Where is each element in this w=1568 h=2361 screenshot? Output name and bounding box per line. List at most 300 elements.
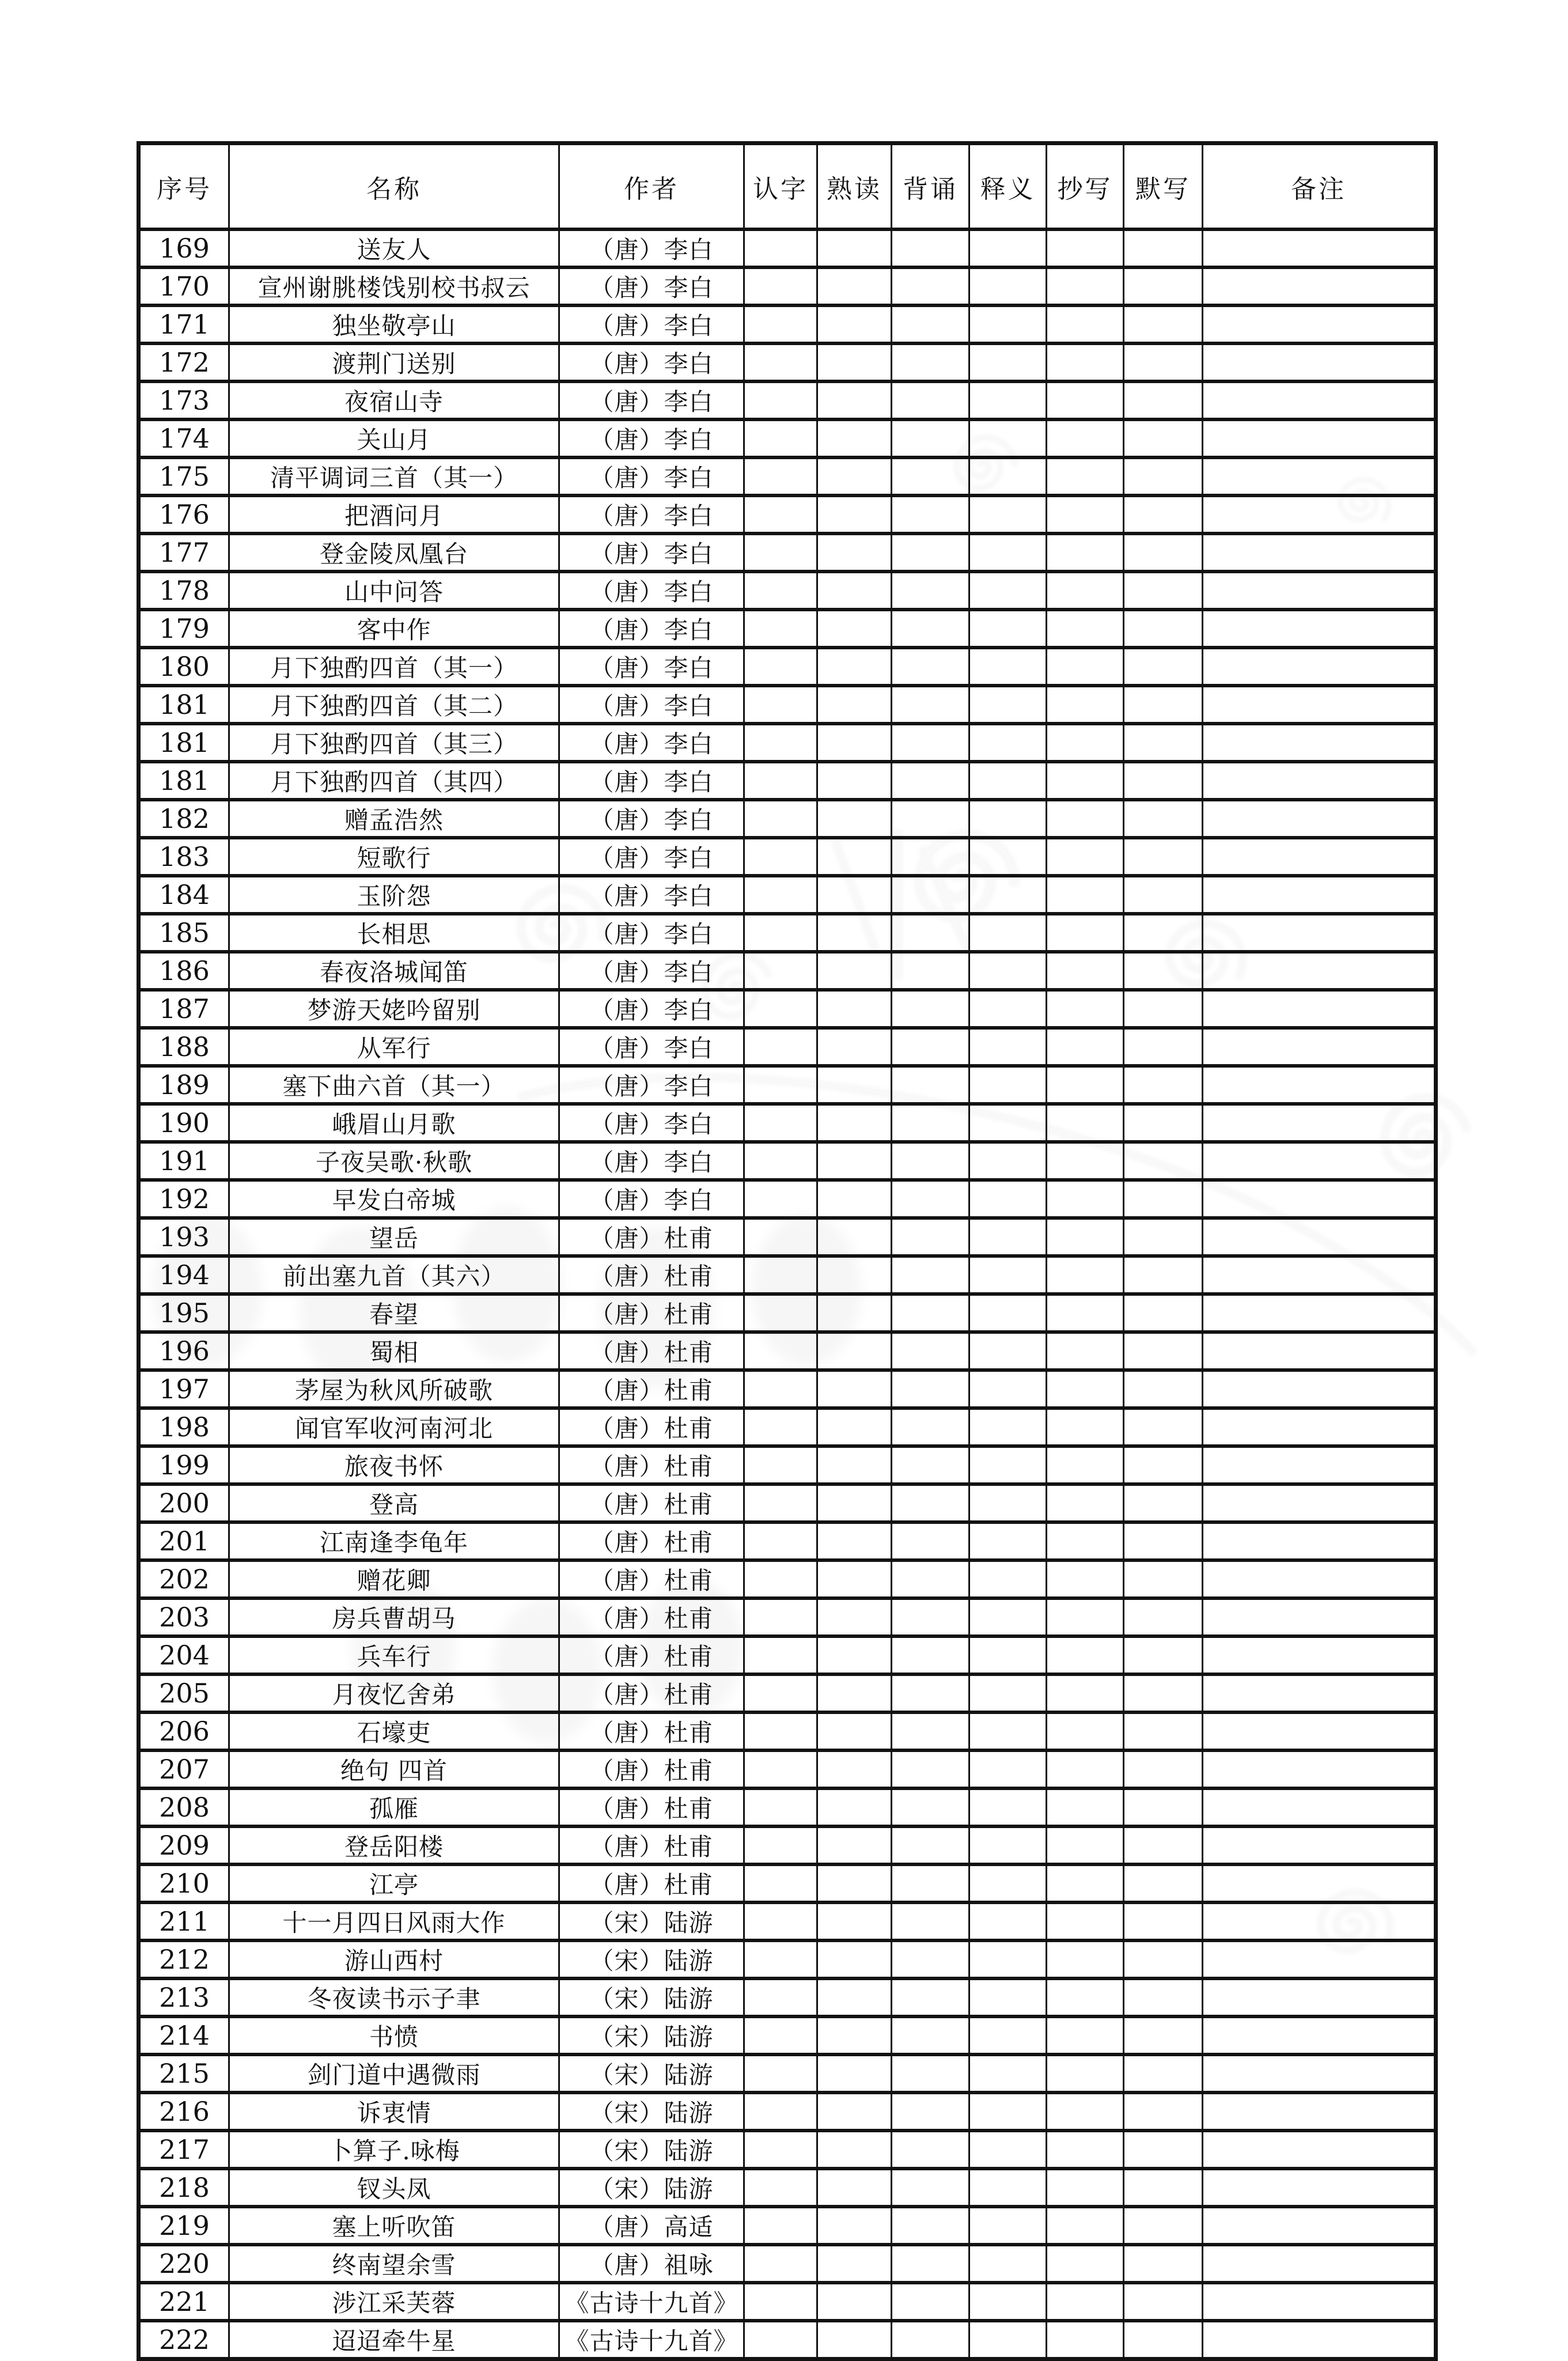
cell-beisong [892, 381, 969, 419]
cell-moxie [1124, 1484, 1203, 1522]
cell-title: 渡荆门送别 [229, 343, 559, 381]
cell-remarks [1203, 1864, 1436, 1902]
cell-remarks [1203, 419, 1436, 457]
cell-author: （唐）李白 [559, 952, 744, 990]
table-row [139, 1940, 1436, 1978]
cell-beisong [892, 686, 969, 724]
cell-renzi [744, 1560, 817, 1598]
cell-title: 涉江采芙蓉 [229, 2283, 559, 2321]
table-row [139, 1446, 1436, 1484]
table-row [139, 648, 1436, 686]
cell-beisong [892, 1902, 969, 1940]
cell-moxie [1124, 1864, 1203, 1902]
cell-author: （唐）李白 [559, 800, 744, 838]
cell-title: 塞上听吹笛 [229, 2207, 559, 2245]
cell-shiyi [969, 1902, 1047, 1940]
table-row [139, 1788, 1436, 1826]
cell-renzi [744, 914, 817, 952]
cell-beisong [892, 1104, 969, 1142]
cell-shudu [817, 762, 892, 800]
cell-chaoxie [1047, 1104, 1124, 1142]
cell-shudu [817, 1674, 892, 1712]
cell-chaoxie [1047, 838, 1124, 876]
cell-moxie [1124, 1142, 1203, 1180]
cell-shiyi [969, 1408, 1047, 1446]
cell-remarks [1203, 1522, 1436, 1560]
cell-title: 终南望余雪 [229, 2245, 559, 2283]
cell-index: 222 [139, 2321, 229, 2359]
table-row [139, 1864, 1436, 1902]
cell-moxie [1124, 1598, 1203, 1636]
cell-shiyi [969, 1066, 1047, 1104]
cell-shiyi [969, 800, 1047, 838]
cell-shiyi [969, 1484, 1047, 1522]
cell-index: 172 [139, 343, 229, 381]
cell-index: 210 [139, 1864, 229, 1902]
cell-remarks [1203, 2093, 1436, 2131]
cell-beisong [892, 990, 969, 1028]
cell-index: 190 [139, 1104, 229, 1142]
cell-author: （唐）李白 [559, 1104, 744, 1142]
cell-title: 峨眉山月歌 [229, 1104, 559, 1142]
cell-index: 194 [139, 1256, 229, 1294]
cell-chaoxie [1047, 1750, 1124, 1788]
cell-remarks [1203, 952, 1436, 990]
cell-moxie [1124, 572, 1203, 610]
cell-shiyi [969, 2016, 1047, 2054]
cell-renzi [744, 419, 817, 457]
cell-title: 春望 [229, 1294, 559, 1332]
cell-chaoxie [1047, 1256, 1124, 1294]
cell-author: （唐）李白 [559, 572, 744, 610]
cell-moxie [1124, 2283, 1203, 2321]
cell-title: 前出塞九首（其六） [229, 1256, 559, 1294]
table-row [139, 1674, 1436, 1712]
cell-title: 月下独酌四首（其四） [229, 762, 559, 800]
cell-remarks [1203, 1180, 1436, 1218]
cell-beisong [892, 1826, 969, 1864]
table-row [139, 1750, 1436, 1788]
table-row [139, 876, 1436, 914]
cell-remarks [1203, 2283, 1436, 2321]
cell-chaoxie [1047, 990, 1124, 1028]
cell-beisong [892, 2245, 969, 2283]
cell-shiyi [969, 1712, 1047, 1750]
cell-title: 赠孟浩然 [229, 800, 559, 838]
cell-renzi [744, 495, 817, 534]
cell-chaoxie [1047, 686, 1124, 724]
cell-beisong [892, 2283, 969, 2321]
cell-shiyi [969, 1826, 1047, 1864]
cell-index: 181 [139, 762, 229, 800]
cell-author: （唐）杜甫 [559, 1750, 744, 1788]
cell-title: 兵车行 [229, 1636, 559, 1674]
cell-shiyi [969, 2321, 1047, 2359]
table-row [139, 534, 1436, 572]
cell-moxie [1124, 457, 1203, 495]
cell-renzi [744, 1332, 817, 1370]
cell-title: 玉阶怨 [229, 876, 559, 914]
cell-renzi [744, 381, 817, 419]
table-row [139, 229, 1436, 267]
cell-beisong [892, 1940, 969, 1978]
cell-title: 蜀相 [229, 1332, 559, 1370]
cell-title: 书愤 [229, 2016, 559, 2054]
cell-shudu [817, 1750, 892, 1788]
cell-beisong [892, 229, 969, 267]
cell-index: 214 [139, 2016, 229, 2054]
cell-moxie [1124, 838, 1203, 876]
cell-shudu [817, 1446, 892, 1484]
cell-remarks [1203, 1788, 1436, 1826]
cell-renzi [744, 876, 817, 914]
header-row [139, 143, 1436, 230]
cell-title: 房兵曹胡马 [229, 1598, 559, 1636]
cell-renzi [744, 1788, 817, 1826]
column-header-remarks: 备注 [1203, 143, 1436, 230]
cell-remarks [1203, 610, 1436, 648]
cell-moxie [1124, 876, 1203, 914]
table-body [139, 229, 1436, 2359]
poem-checklist-table [137, 141, 1438, 2361]
cell-beisong [892, 2321, 969, 2359]
cell-moxie [1124, 762, 1203, 800]
cell-beisong [892, 1864, 969, 1902]
table-row [139, 2054, 1436, 2093]
cell-author: （唐）杜甫 [559, 1674, 744, 1712]
cell-moxie [1124, 1940, 1203, 1978]
cell-chaoxie [1047, 648, 1124, 686]
cell-moxie [1124, 2016, 1203, 2054]
cell-title: 月下独酌四首（其三） [229, 724, 559, 762]
cell-author: （唐）李白 [559, 724, 744, 762]
cell-renzi [744, 838, 817, 876]
cell-title: 登金陵凤凰台 [229, 534, 559, 572]
cell-remarks [1203, 1294, 1436, 1332]
cell-remarks [1203, 1484, 1436, 1522]
cell-title: 子夜吴歌·秋歌 [229, 1142, 559, 1180]
cell-renzi [744, 990, 817, 1028]
cell-author: （宋）陆游 [559, 1940, 744, 1978]
cell-renzi [744, 2207, 817, 2245]
cell-moxie [1124, 1104, 1203, 1142]
cell-chaoxie [1047, 1180, 1124, 1218]
cell-remarks [1203, 990, 1436, 1028]
cell-title: 石壕吏 [229, 1712, 559, 1750]
cell-index: 217 [139, 2131, 229, 2169]
cell-renzi [744, 1028, 817, 1066]
cell-beisong [892, 267, 969, 305]
cell-author: （唐）李白 [559, 229, 744, 267]
cell-shudu [817, 2131, 892, 2169]
cell-index: 220 [139, 2245, 229, 2283]
cell-renzi [744, 952, 817, 990]
cell-author: （唐）杜甫 [559, 1332, 744, 1370]
cell-chaoxie [1047, 534, 1124, 572]
cell-moxie [1124, 2321, 1203, 2359]
cell-chaoxie [1047, 1788, 1124, 1826]
column-header-renzi: 认字 [744, 143, 817, 230]
cell-beisong [892, 1598, 969, 1636]
cell-shudu [817, 305, 892, 343]
cell-moxie [1124, 1294, 1203, 1332]
cell-shiyi [969, 1940, 1047, 1978]
cell-shudu [817, 914, 892, 952]
cell-chaoxie [1047, 1636, 1124, 1674]
cell-author: （唐）杜甫 [559, 1712, 744, 1750]
cell-beisong [892, 1712, 969, 1750]
cell-chaoxie [1047, 1978, 1124, 2016]
cell-renzi [744, 724, 817, 762]
cell-moxie [1124, 1750, 1203, 1788]
cell-chaoxie [1047, 1408, 1124, 1446]
cell-title: 梦游天姥吟留别 [229, 990, 559, 1028]
cell-shiyi [969, 1218, 1047, 1256]
cell-renzi [744, 229, 817, 267]
cell-chaoxie [1047, 305, 1124, 343]
cell-index: 219 [139, 2207, 229, 2245]
cell-remarks [1203, 838, 1436, 876]
cell-remarks [1203, 1598, 1436, 1636]
cell-chaoxie [1047, 914, 1124, 952]
cell-chaoxie [1047, 1370, 1124, 1408]
cell-renzi [744, 1142, 817, 1180]
cell-moxie [1124, 1028, 1203, 1066]
cell-title: 冬夜读书示子聿 [229, 1978, 559, 2016]
cell-renzi [744, 457, 817, 495]
cell-shudu [817, 229, 892, 267]
cell-remarks [1203, 1978, 1436, 2016]
table-row [139, 1332, 1436, 1370]
cell-title: 登高 [229, 1484, 559, 1522]
cell-shiyi [969, 1788, 1047, 1826]
cell-moxie [1124, 229, 1203, 267]
table-row [139, 1902, 1436, 1940]
cell-index: 197 [139, 1370, 229, 1408]
cell-index: 202 [139, 1560, 229, 1598]
table-row [139, 914, 1436, 952]
table-row [139, 1598, 1436, 1636]
cell-shudu [817, 2093, 892, 2131]
cell-author: （唐）李白 [559, 419, 744, 457]
cell-shiyi [969, 2169, 1047, 2207]
cell-beisong [892, 2093, 969, 2131]
cell-chaoxie [1047, 2207, 1124, 2245]
cell-title: 卜算子.咏梅 [229, 2131, 559, 2169]
cell-shiyi [969, 2207, 1047, 2245]
cell-remarks [1203, 229, 1436, 267]
cell-shiyi [969, 534, 1047, 572]
cell-index: 174 [139, 419, 229, 457]
cell-shudu [817, 1294, 892, 1332]
cell-beisong [892, 1446, 969, 1484]
cell-shiyi [969, 1522, 1047, 1560]
table-row [139, 1142, 1436, 1180]
cell-moxie [1124, 1446, 1203, 1484]
table-row [139, 2245, 1436, 2283]
cell-remarks [1203, 1750, 1436, 1788]
cell-chaoxie [1047, 1294, 1124, 1332]
cell-shudu [817, 1940, 892, 1978]
cell-remarks [1203, 2207, 1436, 2245]
cell-author: （唐）高适 [559, 2207, 744, 2245]
cell-remarks [1203, 1142, 1436, 1180]
cell-remarks [1203, 724, 1436, 762]
cell-shudu [817, 1332, 892, 1370]
cell-renzi [744, 2169, 817, 2207]
cell-renzi [744, 2131, 817, 2169]
cell-shiyi [969, 229, 1047, 267]
cell-chaoxie [1047, 1674, 1124, 1712]
cell-moxie [1124, 534, 1203, 572]
cell-chaoxie [1047, 419, 1124, 457]
cell-chaoxie [1047, 1028, 1124, 1066]
cell-chaoxie [1047, 572, 1124, 610]
table-row [139, 1066, 1436, 1104]
cell-chaoxie [1047, 381, 1124, 419]
cell-author: 《古诗十九首》 [559, 2321, 744, 2359]
cell-author: （唐）李白 [559, 267, 744, 305]
cell-index: 193 [139, 1218, 229, 1256]
cell-remarks [1203, 457, 1436, 495]
cell-shiyi [969, 343, 1047, 381]
cell-shiyi [969, 648, 1047, 686]
cell-shiyi [969, 2245, 1047, 2283]
cell-title: 关山月 [229, 419, 559, 457]
cell-moxie [1124, 952, 1203, 990]
cell-moxie [1124, 2207, 1203, 2245]
cell-shiyi [969, 495, 1047, 534]
cell-moxie [1124, 1826, 1203, 1864]
cell-shudu [817, 1978, 892, 2016]
cell-chaoxie [1047, 2093, 1124, 2131]
cell-title: 月夜忆舍弟 [229, 1674, 559, 1712]
table-row [139, 838, 1436, 876]
cell-title: 迢迢牵牛星 [229, 2321, 559, 2359]
cell-index: 208 [139, 1788, 229, 1826]
cell-shiyi [969, 686, 1047, 724]
cell-beisong [892, 457, 969, 495]
cell-chaoxie [1047, 800, 1124, 838]
cell-shiyi [969, 1598, 1047, 1636]
cell-shudu [817, 1636, 892, 1674]
table-row [139, 2283, 1436, 2321]
cell-shudu [817, 2321, 892, 2359]
cell-author: （唐）杜甫 [559, 1370, 744, 1408]
cell-remarks [1203, 343, 1436, 381]
cell-index: 181 [139, 686, 229, 724]
cell-moxie [1124, 305, 1203, 343]
cell-remarks [1203, 1104, 1436, 1142]
cell-chaoxie [1047, 1826, 1124, 1864]
cell-moxie [1124, 1788, 1203, 1826]
cell-author: （唐）李白 [559, 1028, 744, 1066]
cell-shiyi [969, 610, 1047, 648]
cell-chaoxie [1047, 343, 1124, 381]
table-row [139, 1294, 1436, 1332]
cell-renzi [744, 1370, 817, 1408]
cell-shudu [817, 1598, 892, 1636]
cell-index: 201 [139, 1522, 229, 1560]
cell-beisong [892, 1370, 969, 1408]
cell-shiyi [969, 1028, 1047, 1066]
cell-author: （唐）杜甫 [559, 1560, 744, 1598]
cell-renzi [744, 2321, 817, 2359]
cell-index: 213 [139, 1978, 229, 2016]
cell-beisong [892, 1028, 969, 1066]
table-row [139, 610, 1436, 648]
cell-chaoxie [1047, 2283, 1124, 2321]
cell-title: 夜宿山寺 [229, 381, 559, 419]
cell-shiyi [969, 572, 1047, 610]
cell-remarks [1203, 534, 1436, 572]
cell-shudu [817, 1788, 892, 1826]
cell-renzi [744, 1712, 817, 1750]
cell-title: 把酒问月 [229, 495, 559, 534]
cell-shudu [817, 724, 892, 762]
cell-shiyi [969, 1864, 1047, 1902]
cell-remarks [1203, 1712, 1436, 1750]
cell-renzi [744, 267, 817, 305]
cell-chaoxie [1047, 1218, 1124, 1256]
column-header-author: 作者 [559, 143, 744, 230]
cell-shudu [817, 1408, 892, 1446]
cell-moxie [1124, 2169, 1203, 2207]
cell-moxie [1124, 1712, 1203, 1750]
cell-author: （唐）李白 [559, 648, 744, 686]
cell-shiyi [969, 2054, 1047, 2093]
cell-renzi [744, 1256, 817, 1294]
table-row [139, 1256, 1436, 1294]
table-row [139, 343, 1436, 381]
cell-shudu [817, 952, 892, 990]
cell-moxie [1124, 1180, 1203, 1218]
cell-shiyi [969, 1674, 1047, 1712]
cell-remarks [1203, 914, 1436, 952]
cell-shudu [817, 1104, 892, 1142]
cell-index: 216 [139, 2093, 229, 2131]
cell-beisong [892, 1408, 969, 1446]
cell-shudu [817, 381, 892, 419]
cell-shudu [817, 2245, 892, 2283]
cell-shiyi [969, 1142, 1047, 1180]
cell-shiyi [969, 381, 1047, 419]
cell-moxie [1124, 724, 1203, 762]
cell-beisong [892, 572, 969, 610]
cell-author: （唐）杜甫 [559, 1864, 744, 1902]
cell-shudu [817, 267, 892, 305]
cell-shiyi [969, 1636, 1047, 1674]
cell-moxie [1124, 1978, 1203, 2016]
cell-beisong [892, 1560, 969, 1598]
cell-moxie [1124, 800, 1203, 838]
cell-renzi [744, 1826, 817, 1864]
cell-author: （唐）李白 [559, 381, 744, 419]
cell-remarks [1203, 1408, 1436, 1446]
cell-renzi [744, 1104, 817, 1142]
cell-remarks [1203, 1826, 1436, 1864]
table-row [139, 952, 1436, 990]
cell-title: 从军行 [229, 1028, 559, 1066]
cell-moxie [1124, 2245, 1203, 2283]
cell-moxie [1124, 495, 1203, 534]
column-header-index: 序号 [139, 143, 229, 230]
cell-renzi [744, 1636, 817, 1674]
cell-index: 188 [139, 1028, 229, 1066]
cell-moxie [1124, 648, 1203, 686]
cell-title: 旅夜书怀 [229, 1446, 559, 1484]
table-row [139, 800, 1436, 838]
